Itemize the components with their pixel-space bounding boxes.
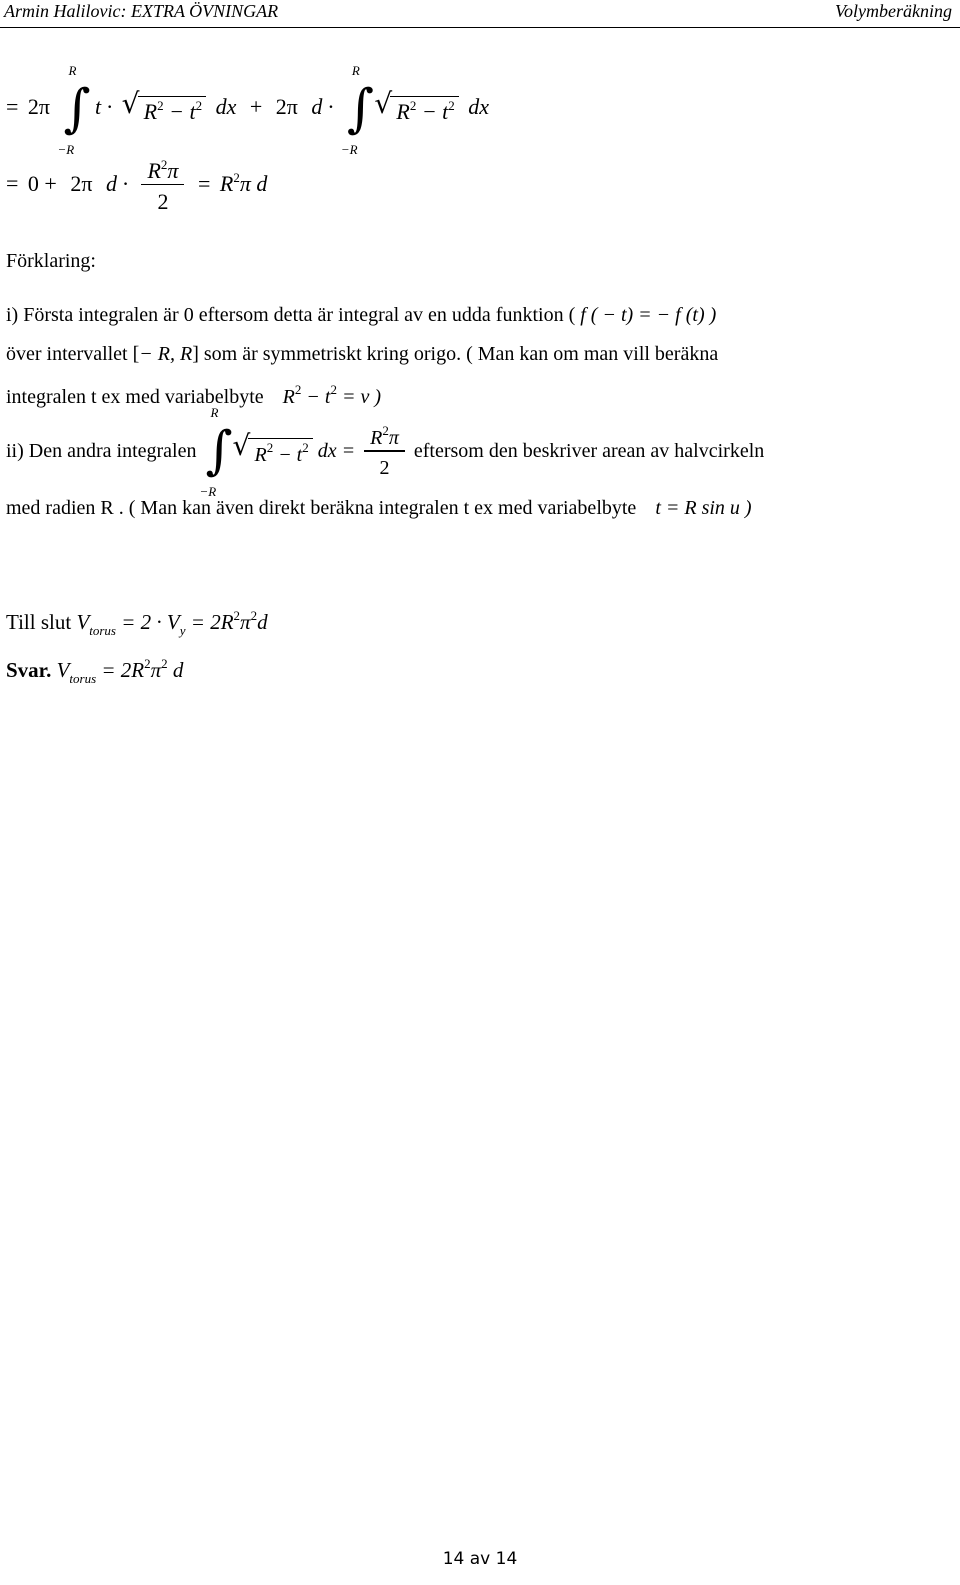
- conclusion-till-slut: Till slut $V_{torus} = 2 \cdot V_y = 2R^2\pi^2d$: [6, 608, 268, 638]
- integral-sign-3: ∫ R −R: [199, 405, 233, 499]
- plus-sign: +: [249, 94, 263, 120]
- explanation-i-line-2: över intervallet [− R, R] som är symmetriskt kring origo. ( Man kan om man vill beräkna: [6, 343, 719, 365]
- header-section-title: Volymberäkning: [835, 1, 952, 21]
- square-root-2: √ $R^2 - t^2$: [374, 96, 458, 123]
- upper-limit: R: [68, 63, 77, 78]
- explanation-heading: Förklaring:: [6, 250, 96, 272]
- dx-2: dx: [468, 94, 490, 120]
- square-root-1: √ $R^2 - t^2$: [122, 96, 206, 123]
- explanation-i-line-3: integralen t ex med variabelbyte $R^2 - t^2 = v$ ): [6, 382, 381, 408]
- dx: dx: [215, 94, 237, 120]
- equation-line-2: = 0 + 2π d · $\frac{R^2\pi}{2}$ = $R^2\pi$ d: [6, 157, 268, 215]
- equation-line-1: [6, 63, 493, 157]
- explanation-i-line-1: i) Första integralen är 0 eftersom detta är integral av en udda funktion ( f ( − t) = − f (t) ): [6, 304, 717, 326]
- d-factor: d ·: [311, 94, 334, 120]
- fraction-R2pi-over-2-b: $\frac{R^2\pi}{2}$: [364, 424, 405, 477]
- header-divider: [0, 27, 960, 28]
- page-number: 14 av 14: [442, 1549, 518, 1569]
- explanation-ii-line-1: ii) Den andra integralen ∫ R −R √ $R^2 - t^2$ dx = $\frac{R^2\pi}{2}$ eftersom den beskriver arean av halvcirkeln: [6, 405, 765, 499]
- conclusion-answer: Svar. $V_{torus} = 2R^2\pi^2$ d: [6, 656, 184, 686]
- coefficient-2pi-2: 2π: [275, 94, 298, 120]
- header-author-title: Armin Halilovic: EXTRA ÖVNINGAR: [4, 1, 279, 21]
- t-factor: t ·: [95, 94, 113, 120]
- explanation-ii-line-2: med radien R . ( Man kan även direkt beräkna integralen t ex med variabelbyte t = R sin u ): [6, 497, 752, 519]
- coefficient-2pi: 2π: [27, 94, 51, 120]
- eq-sign: =: [6, 94, 19, 120]
- integral-sign-2: ∫ R −R: [340, 63, 374, 157]
- square-root-3: √ $R^2 - t^2$: [232, 438, 312, 465]
- fraction-R2pi-over-2: $\frac{R^2\pi}{2}$: [141, 158, 184, 213]
- lower-limit: −R: [57, 142, 75, 157]
- integral-sign-1: ∫ R −R: [57, 63, 91, 157]
